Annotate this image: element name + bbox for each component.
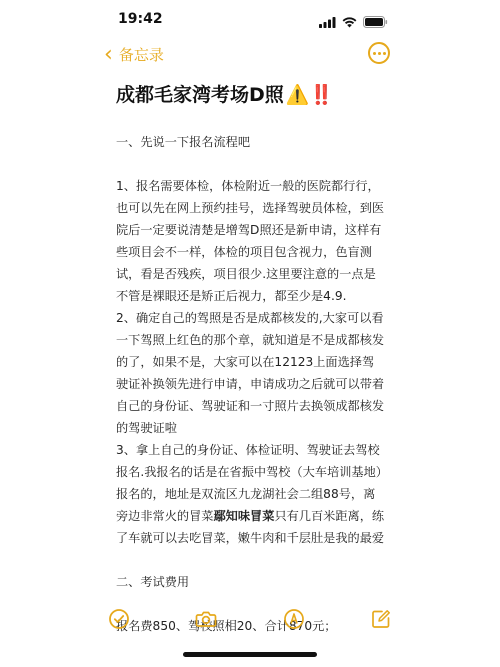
more-options-button[interactable] xyxy=(368,42,390,64)
nav-bar xyxy=(0,38,500,72)
section-heading-registration: 一、先说一下报名流程吧 xyxy=(116,135,251,149)
warning-icon: ⚠️ xyxy=(285,84,310,106)
step-item-3-bold: 鄢知味冒菜 xyxy=(213,509,275,523)
bottom-toolbar xyxy=(0,608,500,638)
camera-icon xyxy=(195,608,217,630)
note-title xyxy=(116,80,386,107)
markup-button[interactable] xyxy=(283,608,305,630)
back-label: 备忘录 xyxy=(118,46,164,64)
chevron-left-icon: ‹ xyxy=(104,41,113,67)
more-dot-icon xyxy=(378,52,381,55)
back-button[interactable] xyxy=(104,41,164,67)
fees-line: 报名费850、驾校照相20、合计870元； xyxy=(116,619,337,633)
markup-icon xyxy=(283,608,305,630)
step-item-1: 1、报名需要体检，体检附近一般的医院都行行，也可以先在网上预约挂号，选择驾驶员体检，到医院后一定要说清楚是增驾D照还是新申请，这样有些项目会不一样，体检的项目包含视力，色盲测试，看是否残疾，项目很少.这里要注意的一点是不管是裸眼还是矫正后视力，都至少是4.9. xyxy=(116,179,385,303)
status-bar xyxy=(0,0,500,38)
step-item-3-text-b: 只有几百米距离，练了车就可以去吃冒菜，嫩牛肉和千层肚是我的最爱 xyxy=(116,509,385,545)
step-item-2: 2、确定自己的驾照是否是成都核发的,大家可以看一下驾照上红色的那个章，就知道是不是成都核发的了，如果不是，大家可以在12123上面选择驾驶证补换领先进行申请，申请成功之后就可以带着自己的身份证、驾驶证和一寸照片去换领成都核发的驾驶证啦 xyxy=(116,311,385,435)
step-item-3-text-a: 3、拿上自己的身份证、体检证明、驾驶证去驾校报名.我报名的话是在省振中驾校（大车培训基地）报名的，地址是双流区九龙湖社会二组88号，离旁边非常火的冒菜 xyxy=(116,443,382,523)
step-item-3 xyxy=(116,439,386,549)
wifi-icon xyxy=(342,13,357,32)
home-indicator[interactable] xyxy=(183,652,317,657)
note-body[interactable] xyxy=(116,80,386,637)
more-dot-icon xyxy=(383,52,386,55)
status-icons xyxy=(319,13,388,32)
battery-icon xyxy=(363,13,388,32)
status-time: 19:42 xyxy=(118,11,163,27)
checklist-icon xyxy=(108,608,130,630)
double-exclamation-icon: ‼️ xyxy=(309,84,334,106)
more-dot-icon xyxy=(373,52,376,55)
camera-button[interactable] xyxy=(195,608,217,630)
note-title-text: 成都毛家湾考场D照 xyxy=(116,84,284,106)
section-heading-fees: 二、考试费用 xyxy=(116,575,190,589)
signal-icon xyxy=(319,13,336,32)
compose-button[interactable] xyxy=(370,608,392,630)
compose-icon xyxy=(370,608,392,630)
checklist-button[interactable] xyxy=(108,608,130,630)
